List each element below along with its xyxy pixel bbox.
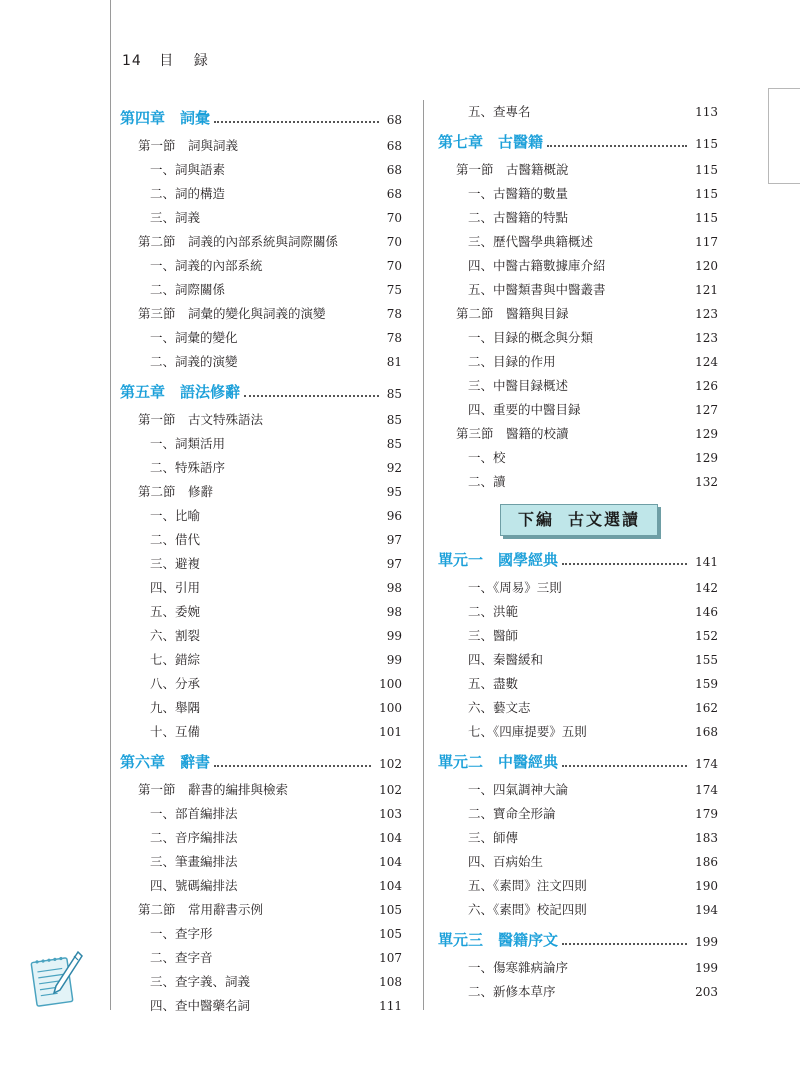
toc-item-row (120, 672, 402, 696)
toc-item-title: 三、中醫目録概述 (468, 378, 569, 393)
toc-page-number: 120 (695, 259, 718, 273)
toc-section-row (120, 408, 402, 432)
toc-page-number: 199 (695, 961, 718, 975)
toc-page-number: 113 (695, 105, 718, 119)
toc-item-row (438, 778, 718, 802)
part-label: 下編 (517, 510, 554, 529)
toc-item-title: 五、盡數 (468, 676, 519, 691)
toc-item-title: 二、特殊語序 (150, 460, 226, 475)
toc-left-column (120, 100, 402, 1018)
toc-page-number: 68 (386, 187, 402, 201)
toc-page-number: 99 (386, 653, 402, 667)
toc-section-title: 第三節 醫籍的校讀 (456, 426, 569, 441)
toc-page-number: 104 (379, 831, 402, 845)
part-title: 古文選讀 (568, 510, 641, 529)
toc-section-title: 第一節 詞與詞義 (138, 138, 239, 153)
toc-page-number: 81 (386, 355, 402, 369)
toc-chapter-row (120, 376, 402, 408)
toc-item-title: 一、四氣調神大論 (468, 782, 569, 797)
toc-item-row (438, 898, 718, 922)
toc-item-row (438, 576, 718, 600)
toc-item-title: 一、查字形 (150, 926, 213, 941)
toc-item-row (120, 600, 402, 624)
toc-item-title: 一、部首編排法 (150, 806, 238, 821)
toc-item-title: 二、新修本草序 (468, 984, 556, 999)
toc-page-number: 115 (695, 187, 718, 201)
toc-page-number: 115 (695, 211, 718, 225)
toc-item-title: 二、詞的構造 (150, 186, 226, 201)
toc-item-title: 一、詞與語素 (150, 162, 226, 177)
toc-item-row (120, 552, 402, 576)
toc-item-row (120, 696, 402, 720)
toc-chapter-title: 單元一 國學經典 (438, 551, 559, 569)
toc-item-row (438, 956, 718, 980)
toc-item-row (120, 350, 402, 374)
margin-rule (110, 0, 111, 1010)
toc-page-number: 103 (379, 807, 402, 821)
toc-page-number: 123 (695, 331, 718, 345)
thumb-tab (768, 88, 800, 184)
toc-item-row (438, 696, 718, 720)
toc-item-title: 三、醫師 (468, 628, 519, 643)
toc-page-number: 121 (695, 283, 718, 297)
toc-item-row (120, 504, 402, 528)
toc-page-number: 78 (386, 307, 402, 321)
toc-page-number: 142 (695, 581, 718, 595)
column-divider (423, 100, 424, 1010)
part-banner (500, 504, 658, 536)
toc-section-row (120, 778, 402, 802)
running-title: 目 録 (159, 53, 216, 69)
dot-leader (562, 943, 687, 945)
toc-item-row (120, 648, 402, 672)
toc-item-title: 三、師傳 (468, 830, 519, 845)
toc-page-number: 174 (695, 757, 718, 771)
toc-page-number: 129 (695, 427, 718, 441)
toc-item-row (438, 624, 718, 648)
toc-item-title: 二、詞際關係 (150, 282, 226, 297)
toc-item-title: 一、傷寒雜病論序 (468, 960, 569, 975)
toc-section-title: 第二節 修辭 (138, 484, 214, 499)
toc-item-title: 五、查專名 (468, 104, 531, 119)
toc-page-number: 127 (695, 403, 718, 417)
toc-chapter-row (438, 126, 718, 158)
toc-item-row (438, 350, 718, 374)
toc-page-number: 100 (379, 677, 402, 691)
toc-item-title: 一、詞類活用 (150, 436, 226, 451)
toc-item-title: 六、藝文志 (468, 700, 531, 715)
toc-item-row (438, 850, 718, 874)
toc-page-number: 97 (386, 557, 402, 571)
toc-item-title: 五、委婉 (150, 604, 201, 619)
toc-item-row (120, 326, 402, 350)
dot-leader (214, 765, 371, 767)
toc-page-number: 102 (379, 783, 402, 797)
toc-item-title: 七、錯綜 (150, 652, 201, 667)
dot-leader (562, 765, 687, 767)
toc-page-number: 155 (695, 653, 718, 667)
toc-chapter-row (438, 746, 718, 778)
toc-item-row (438, 826, 718, 850)
toc-page-number: 96 (386, 509, 402, 523)
dot-leader (562, 563, 687, 565)
toc-item-row (438, 206, 718, 230)
toc-item-row (438, 230, 718, 254)
toc-item-row (438, 648, 718, 672)
toc-item-row (438, 100, 718, 124)
toc-item-title: 一、校 (468, 450, 506, 465)
toc-item-title: 一、詞彙的變化 (150, 330, 238, 345)
toc-page-number: 117 (695, 235, 718, 249)
toc-page-number: 70 (386, 259, 402, 273)
toc-item-row (120, 158, 402, 182)
toc-page-number: 174 (695, 783, 718, 797)
toc-page-number: 92 (386, 461, 402, 475)
toc-chapter-title: 第五章 語法修辭 (120, 383, 241, 401)
toc-item-title: 一、詞義的內部系統 (150, 258, 263, 273)
toc-page-number: 70 (386, 211, 402, 225)
toc-page-number: 115 (695, 137, 718, 151)
toc-section-row (120, 480, 402, 504)
toc-page-number: 105 (379, 927, 402, 941)
toc-item-row (438, 600, 718, 624)
toc-page-number: 111 (379, 999, 402, 1013)
toc-chapter-title: 單元二 中醫經典 (438, 753, 559, 771)
toc-right-column (438, 100, 718, 1004)
toc-page-number: 123 (695, 307, 718, 321)
toc-page-number: 70 (386, 235, 402, 249)
toc-section-title: 第二節 詞義的內部系統與詞際關係 (138, 234, 339, 249)
toc-chapter-title: 第四章 詞彙 (120, 109, 211, 127)
toc-item-row (438, 398, 718, 422)
toc-item-title: 一、《周易》三則 (468, 580, 562, 595)
toc-item-title: 四、號碼編排法 (150, 878, 238, 893)
toc-item-title: 八、分承 (150, 676, 201, 691)
toc-item-title: 五、《素問》注文四則 (468, 878, 587, 893)
toc-item-title: 二、音序編排法 (150, 830, 238, 845)
toc-page-number: 95 (386, 485, 402, 499)
toc-section-title: 第一節 古醫籍概說 (456, 162, 569, 177)
toc-item-title: 二、寶命全形論 (468, 806, 556, 821)
toc-item-title: 七、《四庫提要》五則 (468, 724, 587, 739)
toc-section-row (438, 422, 718, 446)
toc-page-number: 199 (695, 935, 718, 949)
toc-chapter-title: 第六章 辭書 (120, 753, 211, 771)
toc-item-row (120, 874, 402, 898)
toc-item-title: 六、割裂 (150, 628, 201, 643)
toc-item-row (120, 182, 402, 206)
toc-item-title: 四、中醫古籍數據庫介紹 (468, 258, 606, 273)
toc-item-row (120, 850, 402, 874)
toc-page-number: 129 (695, 451, 718, 465)
toc-item-title: 二、目録的作用 (468, 354, 556, 369)
toc-item-title: 一、古醫籍的數量 (468, 186, 569, 201)
toc-page-number: 115 (695, 163, 718, 177)
toc-chapter-title: 第七章 古醫籍 (438, 133, 544, 151)
toc-item-row (120, 802, 402, 826)
toc-item-row (438, 672, 718, 696)
toc-item-row (120, 528, 402, 552)
toc-page-number: 190 (695, 879, 718, 893)
toc-chapter-row (120, 102, 402, 134)
toc-item-title: 二、讀 (468, 474, 506, 489)
toc-item-title: 六、《素問》校記四則 (468, 902, 587, 917)
dot-leader (547, 145, 687, 147)
toc-item-title: 二、古醫籍的特點 (468, 210, 569, 225)
toc-page-number: 97 (386, 533, 402, 547)
toc-section-title: 第二節 醫籍與目録 (456, 306, 569, 321)
toc-page-number: 186 (695, 855, 718, 869)
page-number: 14 (122, 53, 142, 69)
toc-page-number: 108 (379, 975, 402, 989)
toc-page-number: 107 (379, 951, 402, 965)
toc-chapter-row (438, 544, 718, 576)
toc-item-row (120, 576, 402, 600)
toc-section-row (120, 230, 402, 254)
toc-item-title: 四、秦醫緩和 (468, 652, 544, 667)
toc-page-number: 183 (695, 831, 718, 845)
toc-page-number: 104 (379, 879, 402, 893)
toc-item-row (438, 470, 718, 494)
toc-item-row (120, 624, 402, 648)
toc-item-row (120, 826, 402, 850)
toc-item-row (120, 720, 402, 744)
toc-page-number: 98 (386, 605, 402, 619)
toc-item-row (438, 254, 718, 278)
dot-leader (244, 395, 379, 397)
toc-section-row (438, 302, 718, 326)
toc-section-title: 第一節 辭書的編排與檢索 (138, 782, 289, 797)
toc-item-row (120, 278, 402, 302)
toc-page-number: 126 (695, 379, 718, 393)
dot-leader (214, 121, 379, 123)
toc-item-title: 一、比喻 (150, 508, 201, 523)
toc-page-number: 168 (695, 725, 718, 739)
toc-item-row (438, 802, 718, 826)
toc-item-title: 五、中醫類書與中醫叢書 (468, 282, 606, 297)
toc-section-title: 第二節 常用辭書示例 (138, 902, 264, 917)
toc-item-title: 二、洪範 (468, 604, 519, 619)
toc-item-row (120, 254, 402, 278)
toc-item-title: 二、查字音 (150, 950, 213, 965)
toc-section-row (120, 134, 402, 158)
toc-item-row (438, 980, 718, 1004)
toc-item-row (438, 446, 718, 470)
toc-page-number: 85 (386, 387, 402, 401)
toc-page-number: 102 (379, 757, 402, 771)
toc-page-number: 68 (386, 163, 402, 177)
toc-page-number: 85 (386, 437, 402, 451)
toc-item-title: 三、歷代醫學典籍概述 (468, 234, 594, 249)
toc-page-number: 124 (695, 355, 718, 369)
toc-page-number: 75 (386, 283, 402, 297)
toc-page-number: 203 (695, 985, 718, 999)
toc-chapter-row (120, 746, 402, 778)
toc-item-title: 二、詞義的演變 (150, 354, 238, 369)
toc-item-title: 九、舉隅 (150, 700, 201, 715)
toc-page-number: 152 (695, 629, 718, 643)
toc-item-row (120, 946, 402, 970)
toc-section-row (120, 302, 402, 326)
toc-page-number: 104 (379, 855, 402, 869)
toc-page-number: 132 (695, 475, 718, 489)
toc-item-row (438, 278, 718, 302)
toc-page-number: 194 (695, 903, 718, 917)
toc-item-row (438, 374, 718, 398)
toc-item-title: 四、百病始生 (468, 854, 544, 869)
toc-item-title: 四、重要的中醫目録 (468, 402, 581, 417)
toc-item-title: 四、查中醫藥名詞 (150, 998, 251, 1013)
toc-page-number: 99 (386, 629, 402, 643)
toc-item-row (438, 182, 718, 206)
notebook-pencil-icon (30, 948, 84, 1010)
toc-section-row (438, 158, 718, 182)
toc-item-title: 三、避複 (150, 556, 201, 571)
toc-item-title: 二、借代 (150, 532, 201, 547)
toc-page-number: 179 (695, 807, 718, 821)
toc-page-number: 101 (379, 725, 402, 739)
toc-item-title: 四、引用 (150, 580, 201, 595)
toc-item-row (438, 326, 718, 350)
toc-section-title: 第一節 古文特殊語法 (138, 412, 264, 427)
toc-item-title: 三、筆畫編排法 (150, 854, 238, 869)
toc-item-row (438, 720, 718, 744)
toc-item-row (120, 456, 402, 480)
toc-page-number: 105 (379, 903, 402, 917)
toc-item-title: 三、詞義 (150, 210, 201, 225)
toc-item-row (120, 206, 402, 230)
toc-item-row (120, 970, 402, 994)
part-banner-wrap (438, 498, 718, 542)
toc-page-number: 141 (695, 555, 718, 569)
toc-section-row (120, 898, 402, 922)
toc-item-row (120, 432, 402, 456)
toc-page-number: 162 (695, 701, 718, 715)
running-header (122, 50, 216, 70)
toc-page-number: 78 (386, 331, 402, 345)
toc-item-row (438, 874, 718, 898)
toc-page-number: 68 (386, 113, 402, 127)
toc-page-number: 98 (386, 581, 402, 595)
toc-section-title: 第三節 詞彙的變化與詞義的演變 (138, 306, 326, 321)
toc-page-number: 85 (386, 413, 402, 427)
toc-item-row (120, 922, 402, 946)
toc-item-title: 一、目録的概念與分類 (468, 330, 594, 345)
toc-page-number: 100 (379, 701, 402, 715)
toc-chapter-title: 單元三 醫籍序文 (438, 931, 559, 949)
toc-page-number: 146 (695, 605, 718, 619)
toc-page-number: 68 (386, 139, 402, 153)
toc-item-title: 十、互備 (150, 724, 201, 739)
toc-chapter-row (438, 924, 718, 956)
toc-item-row (120, 994, 402, 1018)
toc-page-number: 159 (695, 677, 718, 691)
toc-item-title: 三、查字義、詞義 (150, 974, 251, 989)
